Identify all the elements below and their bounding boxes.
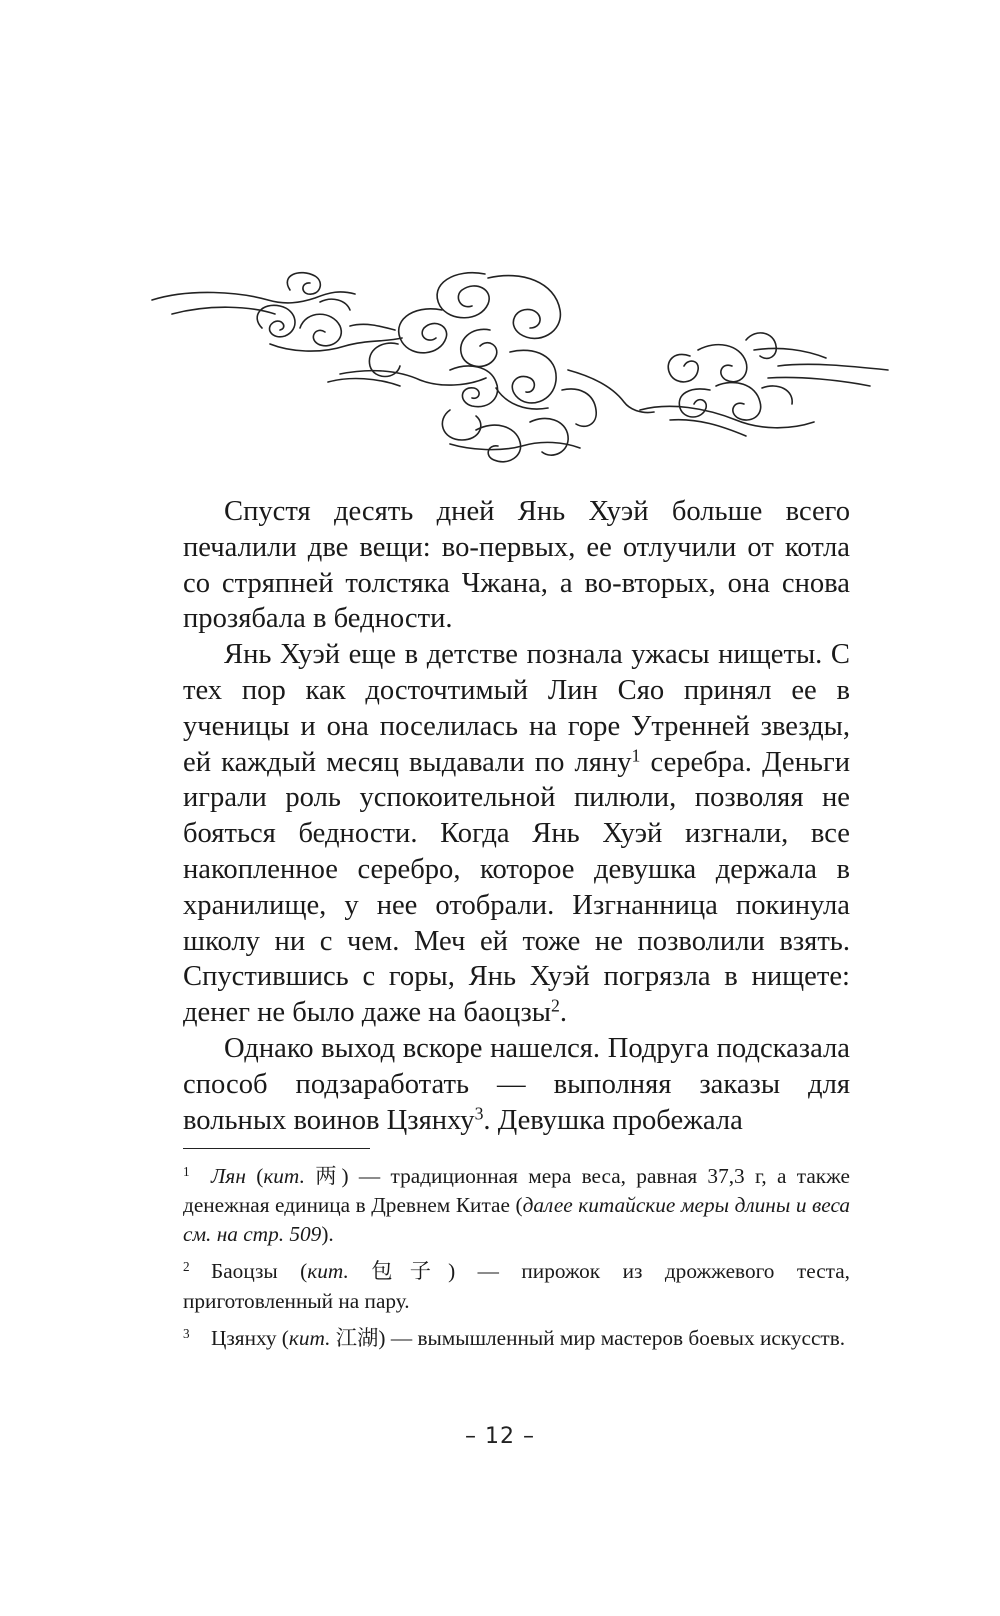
- footnote: [183, 1162, 850, 1248]
- paragraph-text: серебра. Деньги играли роль успокоительной пилюли, позволяя не бояться бедности. Когда Янь Хуэй изгнали, все накопленное серебро, которое девушка держала в хранилище, у нее отобрали. Изгнанница покинула школу ни с чем. Меч ей тоже не позволили взять. Спустившись с горы, Янь Хуэй погрязла в нищете: денег не было даже на баоцзы: [183, 746, 850, 1029]
- footnote-text: ) — пирожок из дрожжевого теста, приготовленный на пару.: [183, 1259, 850, 1313]
- footnote: [183, 1257, 850, 1315]
- paragraph: [183, 637, 850, 1031]
- footnote-reference: 2: [551, 995, 560, 1016]
- footnote-text: (: [245, 1164, 264, 1188]
- footnotes: [183, 1162, 850, 1362]
- footnote-text: кит.: [307, 1259, 349, 1284]
- paragraph: [183, 494, 850, 637]
- paragraph-text: Однако выход вскоре нашелся. Подруга подсказала способ подзаработать — выполняя заказы для вольных воинов Цзянху: [183, 1032, 850, 1136]
- footnote-text: Лян: [211, 1164, 246, 1188]
- footnote-text: 江湖: [335, 1326, 379, 1352]
- footnote-text: Баоцзы (: [211, 1259, 308, 1284]
- footnote-text: [305, 1164, 315, 1188]
- paragraph-text: Янь Хуэй еще в детстве познала ужасы нищеты. С тех пор как досточтимый Лин Сяо принял ее в ученицы и она поселилась на горе Утренней звезды, ей каждый месяц выдавали по ляну: [183, 639, 850, 778]
- cloud-ornament-icon: [150, 270, 890, 470]
- paragraph-text: .: [559, 997, 568, 1029]
- center-cloud-icon: [328, 273, 654, 462]
- left-cloud-icon: [152, 273, 402, 351]
- footnote-text: [349, 1259, 371, 1283]
- footnote-number: 1: [183, 1163, 190, 1179]
- footnote-text: ) — вымышленный мир мастеров боевых искусств.: [378, 1326, 846, 1351]
- footnote-text: Цзянху (: [211, 1326, 289, 1351]
- footnote-text: кит.: [288, 1326, 331, 1351]
- footnote-text: 两: [315, 1164, 342, 1189]
- page-number: – 12 –: [465, 1424, 535, 1449]
- footnote-reference: 1: [631, 744, 641, 765]
- footnote-reference: 3: [474, 1102, 484, 1123]
- footnote-divider: [183, 1148, 370, 1149]
- footnote-text: кит.: [263, 1164, 305, 1188]
- paragraph-text: . Девушка пробежала: [483, 1104, 743, 1136]
- right-cloud-icon: [640, 333, 888, 436]
- footnote-text: 包子: [371, 1259, 449, 1285]
- footnote-text: ) — традиционная мера веса, равная 37,3 г, а также денежная единица в Древнем Китае (: [183, 1164, 851, 1218]
- paragraph-text: Спустя десять дней Янь Хуэй больше всего печалили две вещи: во-первых, ее отлучили от котла со стряпней толстяка Чжана, а во-вторых, она снова прозябала в бедности.: [183, 496, 850, 635]
- footnote-text: далее китайские меры длины и веса см. на стр. 509: [183, 1193, 850, 1246]
- body-text: [183, 494, 850, 1138]
- footnote-number: 2: [183, 1258, 190, 1274]
- footnote: [183, 1324, 850, 1353]
- footnote-number: 3: [183, 1325, 190, 1341]
- footnote-text: ).: [321, 1221, 334, 1246]
- paragraph: [183, 1031, 850, 1138]
